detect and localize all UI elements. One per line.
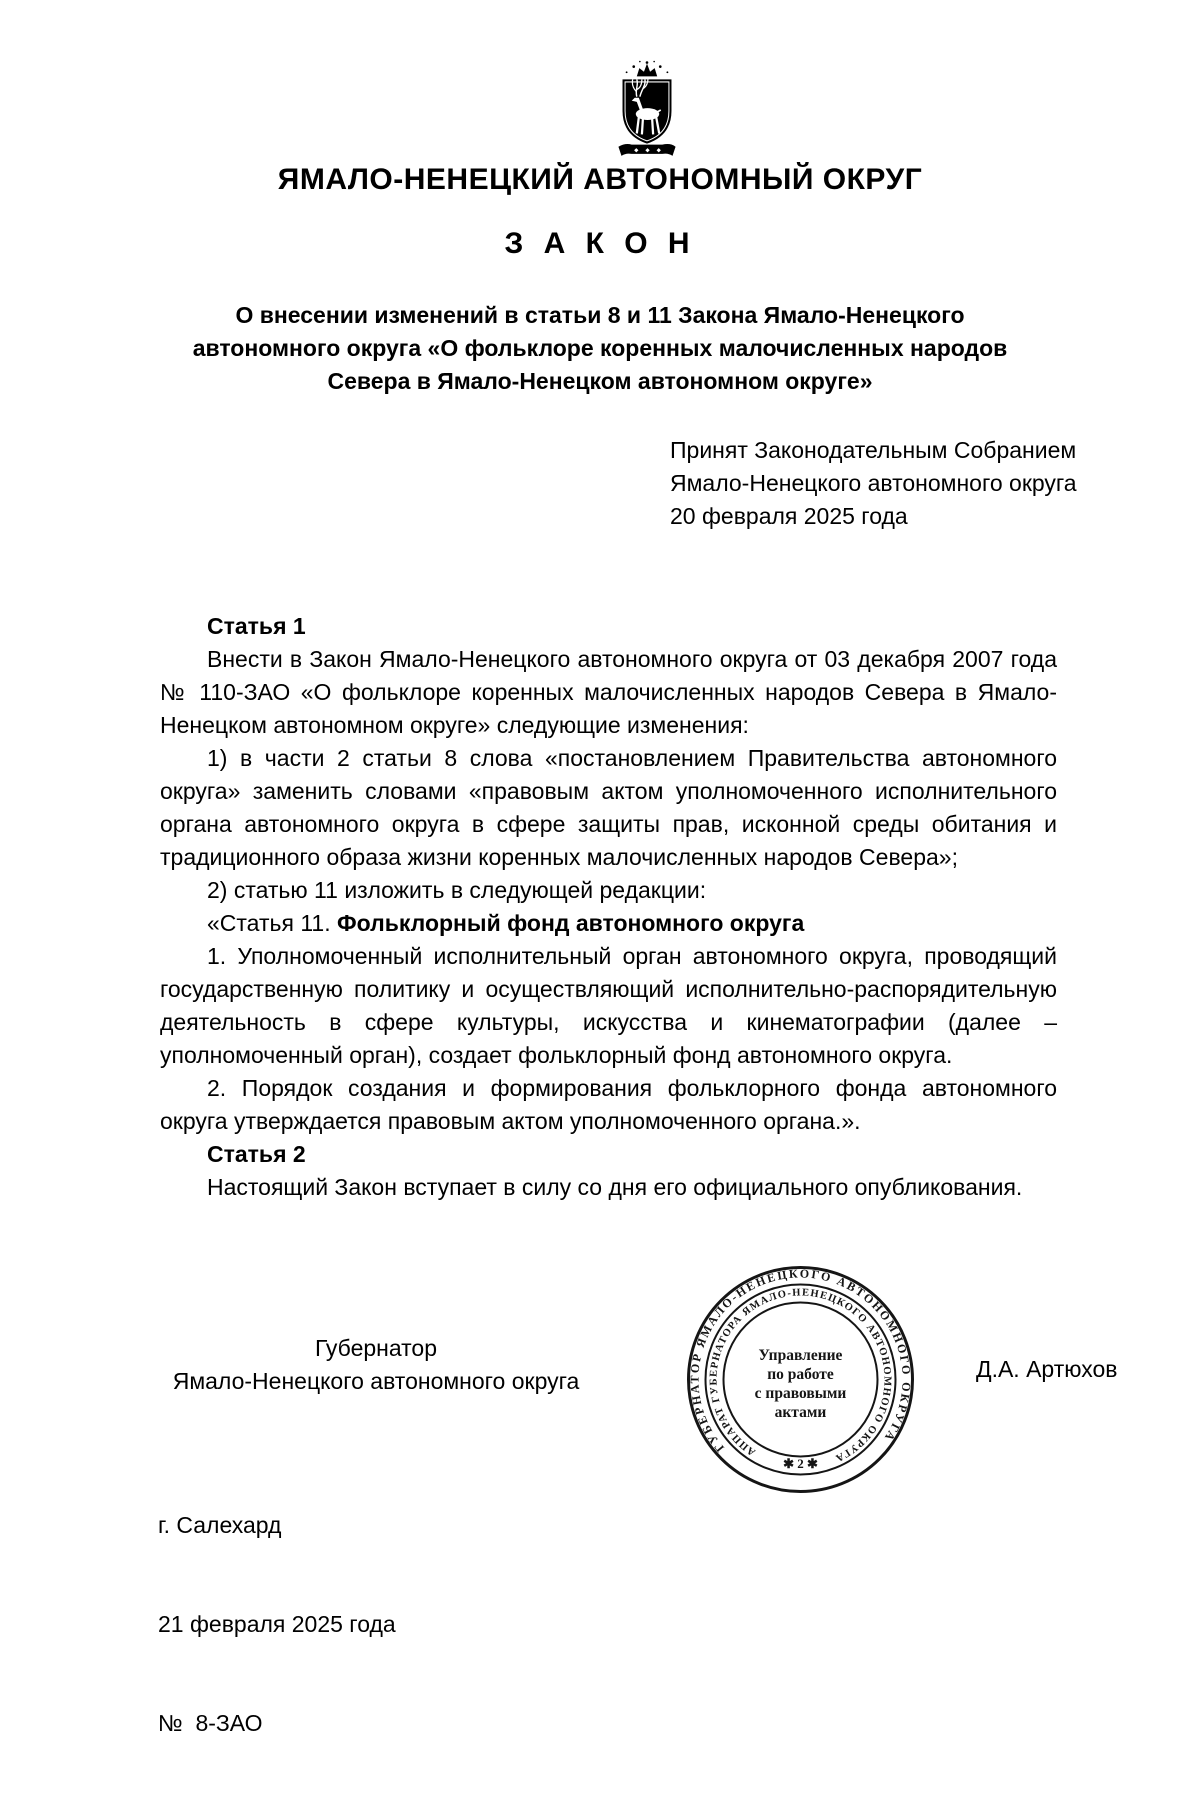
stamp-center-line: по работе	[767, 1366, 834, 1383]
article-1-heading: Статья 1	[207, 613, 306, 639]
article-11-heading-line	[160, 907, 1057, 940]
region-title: ЯМАЛО-НЕНЕЦКИЙ АВТОНОМНЫЙ ОКРУГ	[277, 163, 923, 196]
stamp-outer-ring-text: ГУБЕРНАТОР ЯМАЛО-НЕНЕЦКОГО АВТОНОМНОГО ОКРУГА	[687, 1266, 914, 1455]
article-11-part-2: 2. Порядок создания и формирования фольклорного фонда автономного округа утверждается правовым актом уполномоченного органа.».	[160, 1075, 1057, 1134]
article-1-item-1: 1) в части 2 статьи 8 слова «постановлением Правительства автономного округа» заменить словами «правовым актом уполномоченного исполнительного органа автономного округа в сфере защиты прав, исконной среды обитания и традиционного образа жизни коренных малочисленных народов Севера»;	[160, 745, 1057, 870]
article-2-heading: Статья 2	[207, 1141, 306, 1167]
adoption-line: Ямало-Ненецкого автономного округа	[670, 470, 1077, 496]
footer-number: № 8-ЗАО	[158, 1710, 263, 1736]
document-title-line: О внесении изменений в статьи 8 и 11 Закона Ямало-Ненецкого	[235, 302, 965, 328]
article-1-intro: Внести в Закон Ямало-Ненецкого автономного округа от 03 декабря 2007 года № 110-ЗАО «О фольклоре коренных малочисленных народов Севера в Ямало-Ненецком автономном округе» следующие изменения:	[160, 646, 1057, 738]
official-stamp-icon	[683, 1262, 918, 1497]
adoption-line: 20 февраля 2025 года	[670, 503, 908, 529]
signature-post-line: Ямало-Ненецкого автономного округа	[172, 1368, 580, 1394]
stamp-center-line: с правовыми	[754, 1385, 847, 1402]
stamp-number-mark: ✱ 2 ✱	[783, 1456, 818, 1471]
document-type-title: З А К О Н	[504, 227, 696, 260]
adoption-block	[670, 434, 1077, 533]
coat-of-arms-icon	[614, 60, 680, 162]
stamp-center-line: актами	[774, 1404, 827, 1421]
article-1-item-2: 2) статью 11 изложить в следующей редакции:	[207, 877, 707, 903]
article-11-title: Фольклорный фонд автономного округа	[336, 910, 805, 936]
footer-city: г. Салехард	[158, 1512, 282, 1538]
signature-post	[158, 1332, 594, 1398]
document-body	[160, 610, 1057, 1204]
document-title-line: автономного округа «О фольклоре коренных малочисленных народов	[192, 335, 1008, 361]
document-title	[130, 299, 1070, 398]
article-11-part-1: 1. Уполномоченный исполнительный орган автономного округа, проводящий государственную политику и осуществляющий исполнительно-распорядительную деятельность в сфере культуры, искусства и кинематографии (далее – уполномоченный орган), создает фольклорный фонд автономного округа.	[160, 943, 1057, 1068]
footer-block	[158, 1443, 396, 1806]
signature-name: Д.А. Артюхов	[976, 1356, 1118, 1382]
adoption-line: Принят Законодательным Собранием	[670, 437, 1077, 463]
stamp-center-line: Управление	[758, 1347, 843, 1364]
signature-post-line: Губернатор	[314, 1335, 438, 1361]
stamp-inner-ring-text: АППАРАТ ГУБЕРНАТОРА ЯМАЛО-НЕНЕЦКОГО АВТОНОМНОГО ОКРУГА	[708, 1287, 893, 1464]
footer-date: 21 февраля 2025 года	[158, 1611, 396, 1637]
article-11-prefix: «Статья 11.	[207, 910, 337, 936]
document-title-line: Севера в Ямало-Ненецком автономном округе»	[327, 368, 873, 394]
article-2-text: Настоящий Закон вступает в силу со дня его официального опубликования.	[207, 1174, 1023, 1200]
